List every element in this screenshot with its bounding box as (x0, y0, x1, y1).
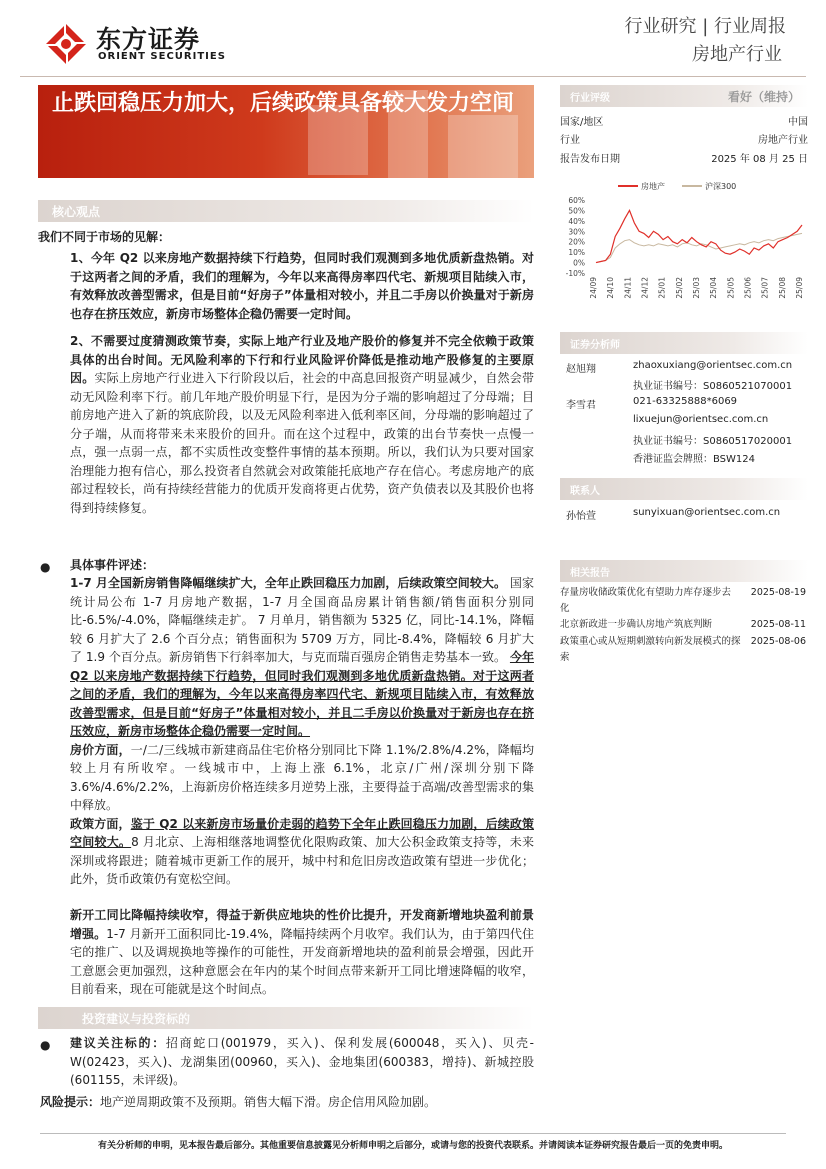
events-headline-1: 1-7 月全国新房销售降幅继续扩大，全年止跌回稳压力加剧，后续政策空间较大。 (70, 576, 507, 590)
rating-row-key-2: 报告发布日期 (560, 154, 620, 165)
recommendation-label: 建议关注标的： (70, 1036, 166, 1050)
header-divider (20, 76, 806, 77)
logo-chinese-name: 东方证券 (96, 25, 201, 54)
risk-para (40, 1093, 534, 1112)
events-title: 具体事件评述： (70, 558, 155, 572)
chart-legend (618, 181, 736, 191)
price-label: 房价方面， (70, 742, 131, 757)
rating-row-key-1: 行业 (560, 135, 580, 146)
contact-email[interactable]: sunyixuan@orientsec.com.cn (633, 507, 781, 518)
related-item-title-0[interactable]: 存量房收储政策优化有望助力库存逐步去化 (560, 587, 732, 614)
core-point-2-rest: 实际上房地产行业进入下行阶段以后，社会的中高息回报资产明显减少，自然会带动无风险利率下行。前几年地产股价明显下行，是因为分子端的影响超过了分母端；目前房地产进入了新的筑底阶段，以及无风险利率进入低利率区间，分母端的影响超过了分子端，从而将带来未来股价的回升。而在这个过程中，政策的出台节奏快一点慢一点，强一点弱一点，都不实质性改变整件事情的基本预期。所以，我们认为只要对国家治理能力抱有信心，那么投资者自然就会对政策能托底地产存在信心。考虑房地产的底部过程较长，尚有持续经营能力的优质开发商将更占优势，资产负债表以及其股价也将得到持续修复。 (70, 371, 534, 515)
x-tick-label: 25/06 (743, 277, 753, 299)
rating-value: 看好（维持） (727, 90, 800, 104)
analyst-phone-1: 021-63325888*6069 (633, 396, 738, 407)
y-tick-label: 50% (568, 206, 585, 216)
invest-label: 投资建议与投资标的 (82, 1012, 191, 1026)
x-tick-label: 25/04 (709, 277, 719, 299)
bullet-dot: ● (40, 560, 51, 574)
y-tick-label: 60% (568, 196, 585, 205)
analysts-header (560, 332, 808, 354)
legend-label-real-estate: 房地产 (641, 182, 665, 191)
related-item-date-2: 2025-08-06 (750, 636, 806, 647)
policy-label: 政策方面， (70, 816, 131, 831)
analysts-label: 证券分析师 (570, 340, 620, 351)
report-type: 行业研究 | 行业周报 (624, 16, 786, 37)
related-header (560, 560, 808, 582)
related-item-title-1[interactable]: 北京新政进一步确认房地产筑底判断 (560, 619, 713, 630)
risk-text: 地产逆周期政策不及预期。销售大幅下滑。房企信用风险加剧。 (100, 1095, 437, 1109)
csi300-line (596, 233, 802, 262)
rating-row-val-2: 2025 年 08 月 25 日 (711, 154, 808, 165)
industry-name: 房地产行业 (692, 44, 782, 65)
policy-para: 8 月北京、上海相继落地调整优化限购政策、加大公积金政策支持等，未来深圳或将跟进；随着城市更新工作的展开，城中村和危旧房改造政策有望进一步优化；此外，货币政策仍有宽松空间。 (70, 835, 534, 886)
analyst-name-0: 赵旭翔 (566, 364, 596, 375)
core-point-2 (70, 332, 534, 517)
x-tick-label: 24/11 (623, 277, 633, 299)
x-tick-label: 25/07 (760, 277, 770, 299)
price-trend-chart (560, 175, 810, 315)
analyst-name-1: 李雪君 (566, 400, 596, 411)
x-tick-label: 25/08 (777, 277, 787, 299)
x-tick-label: 24/09 (589, 277, 598, 299)
rating-row-val-1: 房地产行业 (758, 135, 808, 146)
core-view-label: 核心观点 (52, 205, 101, 219)
analyst-cert-0: 执业证书编号：S0860521070001 (633, 381, 793, 392)
bullet-dot-2: ● (40, 1038, 51, 1052)
recommendation-para (70, 1034, 534, 1090)
logo-english-name: ORIENT SECURITIES (98, 51, 226, 62)
analyst-license-1: 香港证监会牌照：BSW124 (633, 454, 756, 465)
contact-name: 孙怡萱 (566, 511, 596, 522)
y-tick-label: 20% (568, 237, 585, 247)
related-item-date-0: 2025-08-19 (750, 587, 806, 598)
footer-divider (40, 1133, 786, 1134)
rating-row-key-0: 国家/地区 (560, 117, 604, 128)
events-contradiction-para: 今年 Q2 以来房地产数据持续下行趋势，但同时我们观测到多地优质新盘热销。对于这两者之间的矛盾，我们的理解为，今年以来高得房率四代宅、新规项目陆续入市，有效释放改善型需求，但是目前“好房子”体量相对较小，并且二手房以价换量对于新房也存在挤压效应，新房市场整体企稳仍需要一定时间。 (70, 650, 534, 738)
x-tick-label: 25/02 (674, 277, 684, 299)
contact-header (560, 478, 808, 500)
y-tick-label: 0% (573, 258, 585, 268)
rating-header (560, 85, 808, 107)
policy-headline: 鉴于 Q2 以来新房市场量价走弱的趋势下全年止跌回稳压力加剧，后续政策空间较大。 (70, 816, 534, 849)
analyst-cert-1: 执业证书编号：S0860517020001 (633, 436, 793, 447)
core-intro: 我们不同于市场的见解： (38, 230, 171, 244)
related-label: 相关报告 (570, 568, 610, 579)
new-start-body: 1-7 月新开工面积同比-19.4%，降幅持续两个月收窄。我们认为，由于第四代住宅的推广、以及调规换地等操作的可能性，开发商新增地块的盈利前景会增强，因此开工意愿会更加强烈，这种意愿会在年内的某个时间点带来新开工同比增速降幅的收窄，目前看来，现在可能就是这个时间点。 (70, 926, 534, 996)
report-title: 止跌回稳压力加大，后续政策具备较大发力空间 (52, 91, 515, 116)
rating-label: 行业评级 (570, 93, 610, 104)
risk-label: 风险提示： (40, 1095, 101, 1109)
x-tick-label: 25/03 (692, 277, 701, 299)
events-body (70, 574, 534, 889)
new-start-para (70, 906, 534, 999)
x-tick-label: 25/09 (795, 277, 804, 299)
analyst-email-0[interactable]: zhaoxuxiang@orientsec.com.cn (633, 360, 793, 371)
related-item-date-1: 2025-08-11 (750, 619, 806, 630)
footer-disclaimer: 有关分析师的申明，见本报告最后部分。其他重要信息披露见分析师申明之后部分，或请与您的投资代表联系。并请阅读本证券研究报告最后一页的免责申明。 (97, 1141, 728, 1151)
x-tick-label: 25/05 (726, 277, 736, 299)
x-tick-label: 25/01 (657, 277, 667, 299)
x-tick-label: 24/12 (640, 277, 650, 299)
core-point-2-bold: 2、不需要过度猜测政策节奏，实际上地产行业及地产股价的修复并不完全依赖于政策具体的出台时间。无风险利率的下行和行业风险评价降低是推动地产股修复的主要原因。 (70, 334, 534, 385)
related-item-title-2[interactable]: 政策重心或从短期刺激转向新发展模式的探索 (560, 636, 741, 663)
y-tick-label: 40% (568, 216, 585, 226)
orient-securities-logo-icon (44, 22, 88, 66)
y-axis-ticks (566, 196, 585, 278)
new-start-headline: 新开工同比降幅持续收窄，得益于新供应地块的性价比提升，开发商新增地块盈利前景增强。 (70, 908, 534, 941)
y-tick-label: 10% (568, 248, 585, 258)
real-estate-line (596, 210, 802, 262)
title-banner (38, 85, 534, 178)
y-tick-label: 30% (568, 227, 585, 237)
invest-header (38, 1007, 534, 1029)
price-para: 一/二/三线城市新建商品住宅价格分别同比下降 1.1%/2.8%/4.2%，降幅均较上月有所收窄。一线城市中，上海上涨 6.1%，北京/广州/深圳分别下降3.6%/4.6%/2.2%，上海新房价格连续多月逆势上涨，主要得益于高端/改善型需求的集中释放。 (70, 742, 534, 812)
recommendation-list: 招商蛇口(001979，买入)、保利发展(600048，买入)、贝壳-W(02423，买入)、龙湖集团(00960，买入)、金地集团(600383，增持)、新城控股(601155，未评级)。 (70, 1036, 534, 1087)
core-view-header (38, 200, 534, 222)
contact-label: 联系人 (570, 486, 600, 497)
analyst-email-1[interactable]: lixuejun@orientsec.com.cn (633, 414, 769, 425)
legend-label-csi300: 沪深300 (705, 182, 737, 191)
core-point-1: 1、今年 Q2 以来房地产数据持续下行趋势，但同时我们观测到多地优质新盘热销。对于这两者之间的矛盾，我们的理解为，今年以来高得房率四代宅、新规项目陆续入市，有效释放改善型需求，但是目前“好房子”体量相对较小，并且二手房以价换量对于新房也存在挤压效应，新房市场整体企稳仍需要一定时间。 (70, 251, 534, 321)
rating-row-val-0: 中国 (788, 117, 808, 128)
y-tick-label: -10% (565, 269, 585, 278)
x-tick-label: 24/10 (606, 277, 616, 299)
events-sales-para: 国家统计局公布 1-7 月房地产数据，1-7 月全国商品房累计销售额/销售面积分别同比-6.5%/-4.0%，降幅继续走扩。 7 月单月，销售额为 5325 亿，同比-14.1%，降幅较 6 月扩大了 2.6 个百分点；销售面积为 5709 万方，同比-8.4%，降幅较 6 月扩大了 1.9 个百分点。新房销售下行斜率加大，与克而瑞百强房企销售走势基本一致。 (70, 576, 534, 664)
x-axis-ticks (589, 277, 804, 299)
